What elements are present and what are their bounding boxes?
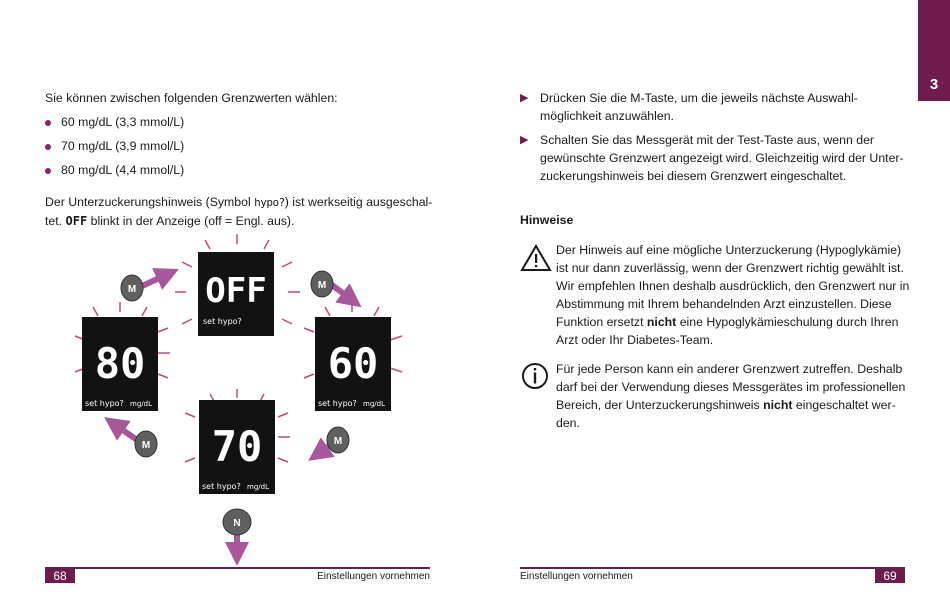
list-item: 60 mg/dL (3,3 mmol/L) bbox=[45, 113, 184, 137]
m-button-icon bbox=[121, 275, 143, 301]
svg-text:mg/dL: mg/dL bbox=[247, 483, 269, 491]
svg-text:60: 60 bbox=[327, 339, 379, 388]
intro-text: Sie können zwischen folgenden Grenzwerten wählen: bbox=[45, 91, 338, 105]
hypo-symbol: hypo? bbox=[254, 196, 285, 209]
svg-text:set hypo?: set hypo? bbox=[203, 317, 242, 326]
display-cycle-diagram bbox=[60, 232, 440, 567]
footer-rule-right bbox=[520, 567, 905, 569]
page-number-right: 69 bbox=[875, 569, 905, 583]
svg-text:mg/dL: mg/dL bbox=[363, 400, 385, 408]
display-off bbox=[198, 252, 274, 336]
warning-icon bbox=[520, 244, 552, 272]
arrow-right-icon: ▶ bbox=[520, 92, 529, 104]
info-note: Für jede Person kann ein anderer Grenzwert zutreffen. Deshalb darf bei der Verwendung dieses Messgerätes im professionellen Bereich, der Unterzuckerungshinweis nicht eingeschaltet wer- den. bbox=[556, 362, 906, 430]
n-button-icon bbox=[223, 509, 251, 535]
svg-text:OFF: OFF bbox=[205, 271, 267, 311]
chapter-tab bbox=[918, 0, 950, 101]
warning-note: Der Hinweis auf eine mögliche Unterzuckerung (Hypoglykämie) ist nur dann zuverlässig, wenn der Grenzwert richtig gewählt ist. Wir empfehlen Ihnen deshalb ausdrücklich, den Grenzwert nur in Abstimmung mit Ihrem behandelnden Arzt einzustellen. Diese Funktion ersetzt nicht eine Hypoglykämieschulung durch Ihren Arzt oder Ihr Diabetes-Team. bbox=[556, 243, 910, 347]
option-list bbox=[45, 113, 184, 185]
svg-text:80: 80 bbox=[94, 339, 146, 388]
step-2: ▶ Schalten Sie das Messgerät mit der Test-Taste aus, wenn der gewünschte Grenzwert angezeigt wird. Gleichzeitig wird der Unter- zuckerungshinweis bei diesem Grenzwert eingeschaltet. bbox=[520, 133, 904, 183]
bullet-icon bbox=[45, 144, 51, 150]
hinweise-heading: Hinweise bbox=[520, 213, 574, 227]
list-item: 80 mg/dL (4,4 mmol/L) bbox=[45, 161, 184, 185]
m-button-icon bbox=[311, 271, 333, 297]
footer-rule-left bbox=[45, 567, 430, 569]
arrow-right-icon: ▶ bbox=[520, 134, 529, 146]
m-button-icon bbox=[327, 427, 349, 453]
list-item: 70 mg/dL (3,9 mmol/L) bbox=[45, 137, 184, 161]
bullet-icon bbox=[45, 120, 51, 126]
m-button-icon bbox=[135, 431, 157, 457]
bullet-icon bbox=[45, 168, 51, 174]
display-70 bbox=[199, 400, 275, 494]
page-number-left: 68 bbox=[45, 569, 75, 583]
svg-text:set hypo?: set hypo? bbox=[202, 482, 241, 491]
svg-text:M: M bbox=[127, 284, 137, 295]
display-80 bbox=[82, 317, 158, 411]
svg-text:set hypo?: set hypo? bbox=[85, 399, 124, 408]
default-paragraph: Der Unterzuckerungshinweis (Symbol hypo?) ist werkseitig ausgeschal- tet. OFF blinkt in der Anzeige (off = Engl. aus). bbox=[45, 195, 433, 228]
chapter-number: 3 bbox=[929, 76, 939, 93]
step-1: ▶ Drücken Sie die M-Taste, um die jeweils nächste Auswahl- möglichkeit anzuwählen. bbox=[520, 91, 858, 123]
svg-text:M: M bbox=[141, 440, 151, 451]
svg-text:70: 70 bbox=[211, 422, 263, 471]
svg-text:N: N bbox=[233, 518, 241, 529]
svg-text:set hypo?: set hypo? bbox=[318, 399, 357, 408]
off-symbol: OFF bbox=[65, 214, 88, 228]
svg-text:M: M bbox=[333, 436, 343, 447]
footer-title-left: Einstellungen vornehmen bbox=[317, 571, 430, 582]
svg-text:mg/dL: mg/dL bbox=[130, 400, 152, 408]
info-icon bbox=[521, 362, 549, 390]
display-60 bbox=[315, 317, 391, 411]
svg-text:M: M bbox=[317, 280, 327, 291]
footer-title-right: Einstellungen vornehmen bbox=[520, 571, 633, 582]
